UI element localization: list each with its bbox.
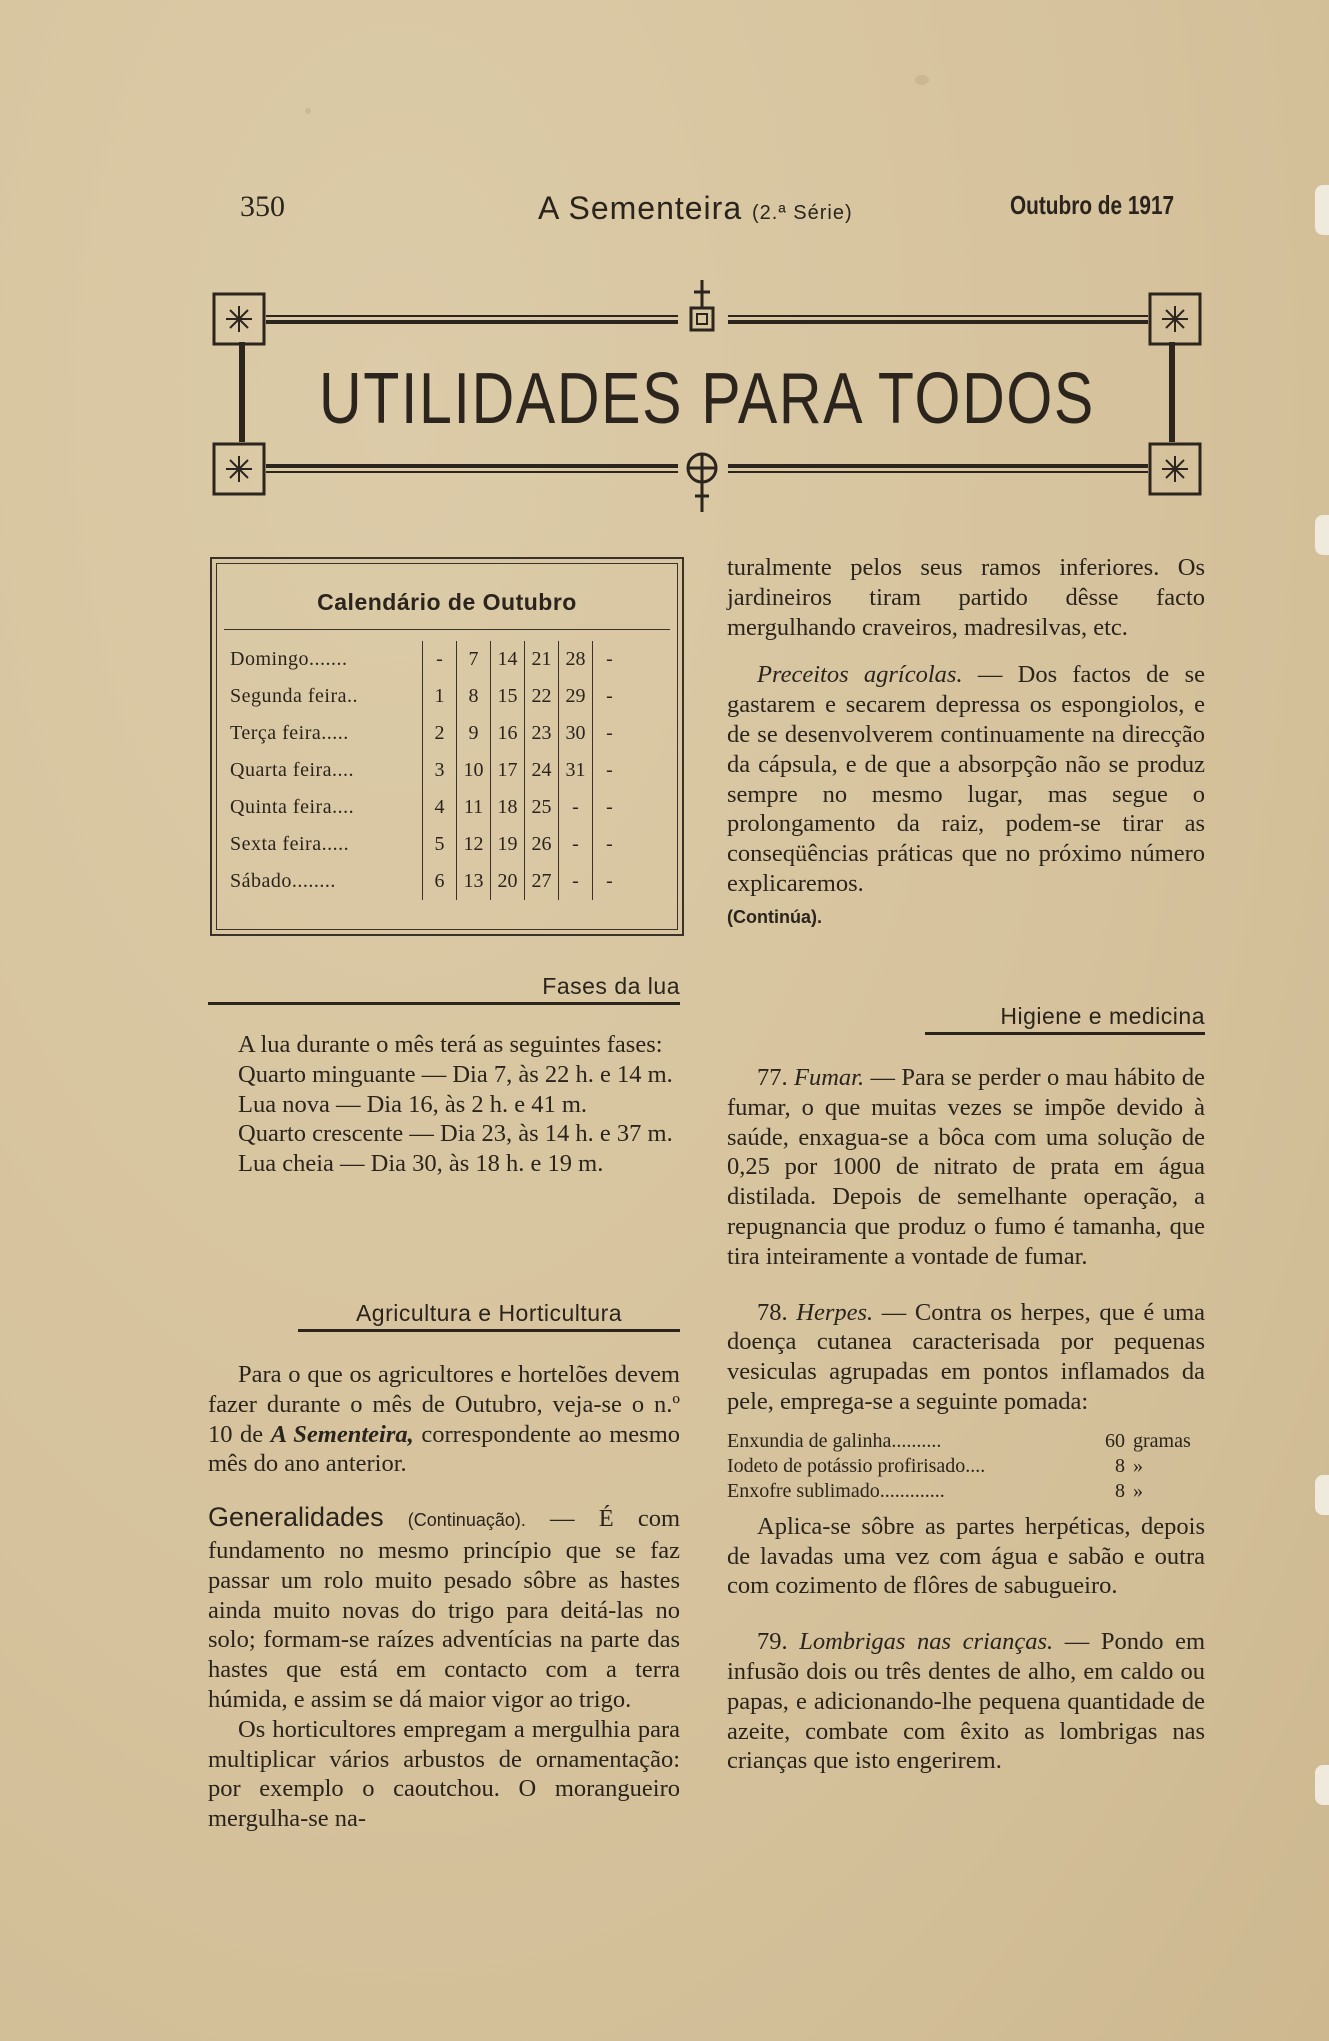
recipe-ingredient: Enxundia de galinha.......... — [727, 1429, 942, 1452]
item-79 — [727, 1627, 1205, 1776]
calendar-date-cell: 4 — [423, 789, 457, 826]
item-78 — [727, 1298, 1205, 1417]
recipe-row — [727, 1454, 1205, 1479]
calendar-date-cell: 31 — [559, 752, 593, 789]
recipe-unit: » — [1133, 1479, 1143, 1502]
calendar-date-cell: 25 — [525, 789, 559, 826]
calendar-date-cell: 18 — [491, 789, 525, 826]
calendar-date-cell: 15 — [491, 678, 525, 715]
journal-header — [538, 190, 853, 227]
calendar-date-cell: 27 — [525, 863, 559, 900]
calendar-date-cell: - — [559, 863, 593, 900]
item-78-text: — Contra os herpes, que é uma doença cutanea caracterisada por pequenas vesiculas agrupadas em pontos inflamados da pele, emprega-se a seguinte pomada: — [727, 1298, 1206, 1415]
preceitos-title: Preceitos agrícolas. — [757, 661, 963, 689]
calendar-date-cell: - — [593, 641, 627, 678]
recipe-row — [727, 1479, 1205, 1504]
journal-series: (2.ª Série) — [752, 202, 853, 224]
agri-paragraph-2: Os horticultores empregam a mergulhia para multiplicar vários arbustos de ornamentação: por exemplo o caoutchou. O morangueiro mergulha-se na- — [208, 1715, 680, 1833]
calendar-day-name: Sábado........ — [230, 870, 336, 892]
calendar-date-cell: 16 — [491, 715, 525, 752]
generalidades-cont: (Continuação). — [407, 1510, 526, 1531]
calendar-date-cell: 26 — [525, 826, 559, 863]
calendar-row — [230, 752, 626, 789]
item-77-title: Fumar. — [794, 1064, 865, 1091]
calendar-date-cell: - — [593, 752, 627, 789]
journal-title: A Sementeira — [538, 190, 743, 226]
calendar-date-cell: - — [593, 863, 627, 900]
calendar-date-cell: 5 — [423, 826, 457, 863]
hygiene-heading: Higiene e medicina — [925, 1003, 1205, 1035]
calendar-date-cell: 30 — [559, 715, 593, 752]
calendar-date-cell: 8 — [457, 678, 491, 715]
calendar-row — [230, 826, 626, 863]
recipe-quantity: 8 — [1115, 1479, 1125, 1502]
generalidades-text: — É com fundamento no mesmo princípio que se faz passar um rolo muito pesado sôbre as hastes ainda muito novas do trigo para deitá-las no solo; formam-se raízes adventícias na parte das hastes que está em contacto com a terra húmida, e assim se dá maior vigor ao trigo. — [208, 1505, 681, 1713]
item-77-number: 77. — [757, 1064, 788, 1091]
continua-note: (Continúa). — [727, 906, 822, 927]
page-edge-tab — [1315, 1765, 1329, 1805]
calendar-divider — [224, 629, 670, 630]
calendar-title: Calendário de Outubro — [317, 589, 577, 615]
calendar-day-name: Sexta feira..... — [230, 833, 350, 855]
page-edge-tab — [1315, 185, 1329, 235]
recipe-unit: gramas — [1133, 1429, 1191, 1452]
moon-heading: Fases da lua — [208, 973, 680, 1005]
calendar-row — [230, 715, 626, 752]
calendar-row — [230, 789, 626, 826]
moon-intro: A lua durante o mês terá as seguintes fases: — [238, 1031, 663, 1058]
moon-text — [208, 1030, 680, 1179]
banner-title: UTILIDADES PARA TODOS — [319, 359, 1095, 439]
generalidades-paragraph — [208, 1503, 680, 1715]
agri-p1-text: Para o que os agricultores e hortelões devem fazer durante o mês de Outubro, veja-se o n.º 10 de — [208, 1361, 680, 1448]
october-calendar — [210, 557, 684, 936]
calendar-date-cell: 11 — [457, 789, 491, 826]
calendar-date-cell: 9 — [457, 715, 491, 752]
recipe-quantity: 8 — [1115, 1454, 1125, 1477]
item-79-title: Lombrigas nas crianças. — [799, 1628, 1054, 1656]
calendar-date-cell: 20 — [491, 863, 525, 900]
calendar-date-cell: 19 — [491, 826, 525, 863]
calendar-date-cell: - — [559, 789, 593, 826]
calendar-table — [230, 641, 626, 900]
paper-stain — [305, 108, 311, 114]
calendar-date-cell: 24 — [525, 752, 559, 789]
calendar-day-name: Quinta feira.... — [230, 796, 355, 818]
issue-date: Outubro de 1917 — [1010, 190, 1175, 220]
continued-text: turalmente pelos seus ramos inferiores. Os jardineiros tiram partido dêsse facto mergulhando craveiros, madresilvas, etc. — [727, 554, 1205, 641]
item-79-text: — Pondo em infusão dois ou três dentes de alho, em caldo ou papas, e adicionando-lhe pequena quantidade de azeite, combate com êxito as lombrigas nas crianças que isto engerirem. — [727, 1628, 1206, 1775]
paper-stain — [915, 75, 929, 85]
calendar-date-cell: 28 — [559, 641, 593, 678]
calendar-row — [230, 678, 626, 715]
calendar-row — [230, 863, 626, 900]
calendar-date-cell: - — [423, 641, 457, 678]
calendar-date-cell: 13 — [457, 863, 491, 900]
recipe-quantity: 60 — [1105, 1429, 1125, 1452]
page-number: 350 — [240, 190, 285, 223]
calendar-date-cell: 7 — [457, 641, 491, 678]
journal-reference: A Sementeira, — [270, 1420, 414, 1448]
right-column-text — [727, 553, 1205, 933]
item-78-title: Herpes. — [796, 1298, 874, 1326]
page-edge-tab — [1315, 1475, 1329, 1515]
calendar-date-cell: 2 — [423, 715, 457, 752]
calendar-date-cell: 22 — [525, 678, 559, 715]
agri-heading: Agricultura e Horticultura — [298, 1300, 680, 1332]
calendar-day-name: Segunda feira.. — [230, 685, 359, 707]
calendar-day-name: Domingo....... — [230, 648, 348, 670]
item-77 — [727, 1063, 1205, 1272]
moon-phase-1: Quarto minguante — Dia 7, às 22 h. e 14 m. — [238, 1060, 673, 1088]
recipe-list — [727, 1429, 1205, 1504]
calendar-date-cell: 6 — [423, 863, 457, 900]
calendar-row — [230, 641, 626, 678]
agri-text — [208, 1360, 680, 1834]
calendar-day-name: Quarta feira.... — [230, 759, 355, 781]
page-edge-tab — [1315, 515, 1329, 555]
calendar-date-cell: - — [593, 789, 627, 826]
item-79-number: 79. — [757, 1628, 788, 1656]
agri-paragraph-1 — [208, 1360, 680, 1479]
preceitos-paragraph — [727, 660, 1205, 898]
calendar-date-cell: - — [559, 826, 593, 863]
calendar-date-cell: - — [593, 715, 627, 752]
recipe-ingredient: Iodeto de potássio profirisado.... — [727, 1454, 986, 1477]
calendar-date-cell: 14 — [491, 641, 525, 678]
section-banner — [208, 280, 1206, 512]
item-77-text: — Para se perder o mau hábito de fumar, o que muitas vezes se impõe devido à saúde, enxagua-se a bôca com uma solução de 0,25 por 1000 de nitrato de prata em água distilada. Depois de semelhante operação, a repugnancia que produz o fumo é tamanha, que tira inteiramente a vontade de fumar. — [727, 1064, 1205, 1270]
calendar-date-cell: 12 — [457, 826, 491, 863]
calendar-date-cell: 29 — [559, 678, 593, 715]
calendar-day-name: Terça feira..... — [230, 722, 349, 744]
calendar-date-cell: 23 — [525, 715, 559, 752]
moon-phase-2: Lua nova — Dia 16, às 2 h. e 41 m. — [238, 1090, 588, 1118]
recipe-unit: » — [1133, 1454, 1143, 1477]
item-78-after: Aplica-se sôbre as partes herpéticas, depois de lavadas uma vez com água e sabão e outra com cozimento de flôres de sabugueiro. — [727, 1512, 1205, 1600]
moon-phase-3: Quarto crescente — Dia 23, às 14 h. e 37 m. — [238, 1120, 673, 1148]
moon-phase-4: Lua cheia — Dia 30, às 18 h. e 19 m. — [238, 1150, 604, 1178]
calendar-date-cell: 1 — [423, 678, 457, 715]
calendar-date-cell: - — [593, 678, 627, 715]
calendar-date-cell: 10 — [457, 752, 491, 789]
calendar-date-cell: - — [593, 826, 627, 863]
item-78-number: 78. — [757, 1298, 788, 1326]
hygiene-text — [727, 1063, 1205, 1776]
preceitos-text: — Dos factos de se gastarem e secarem depressa os espongiolos, e de se desenvolverem continuamente na direcção da cápsula, e de que a absorpção não se produz sempre no mesmo lugar, mas segue o prolongamento da raiz, podem-se tirar as conseqüências práticas que no próximo número explicaremos. — [727, 661, 1205, 897]
calendar-date-cell: 3 — [423, 752, 457, 789]
recipe-row — [727, 1429, 1205, 1454]
calendar-date-cell: 17 — [491, 752, 525, 789]
generalidades-heading: Generalidades — [208, 1502, 384, 1533]
calendar-date-cell: 21 — [525, 641, 559, 678]
recipe-ingredient: Enxofre sublimado............. — [727, 1479, 945, 1502]
agri-p1-tail: correspondente ao mesmo mês do ano anterior. — [208, 1420, 680, 1478]
